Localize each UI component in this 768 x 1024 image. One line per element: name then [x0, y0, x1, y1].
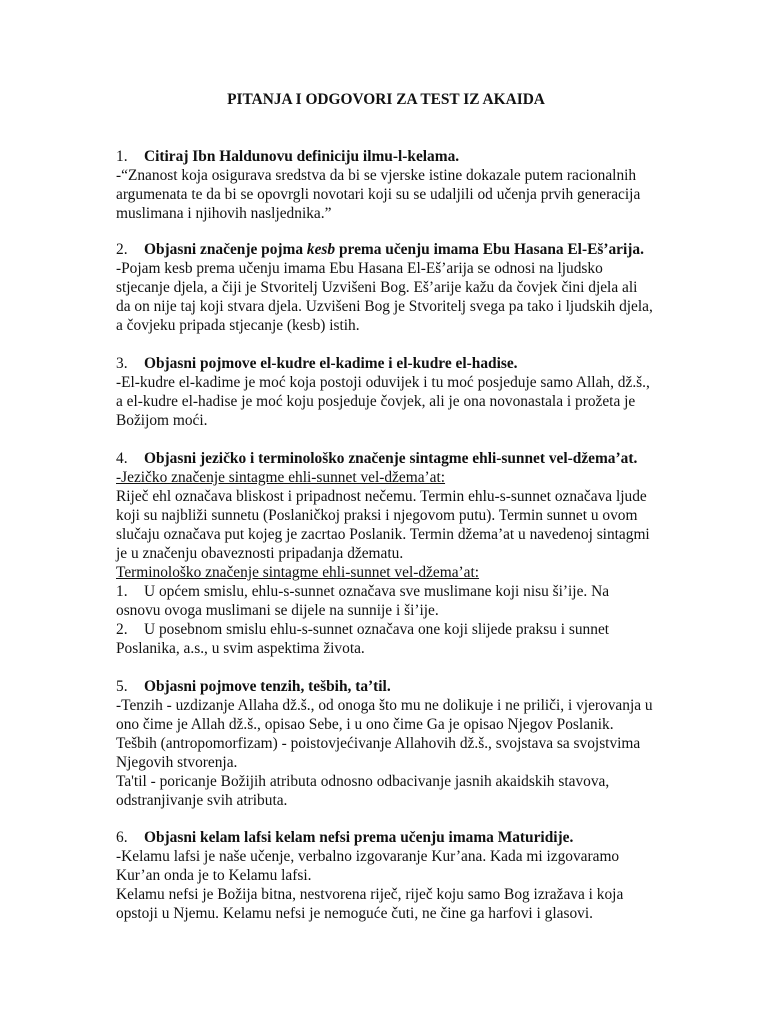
answer-line: koji su najbliži sunnetu (Poslaničkoj praksi i njegovom putu). Termin sunnet u ovom: [116, 507, 638, 524]
question-2: [116, 240, 656, 335]
answer-line: muslimana i njihovih nasljednika.”: [116, 205, 332, 222]
list-item: [116, 582, 656, 601]
question-4: [116, 449, 656, 658]
question-number: 3.: [116, 355, 128, 372]
answer-line: Riječ ehl označava bliskost i pripadnost nečemu. Termin ehlu-s-sunnet označava ljude: [116, 488, 647, 505]
list-item: [116, 620, 656, 639]
question-6: [116, 828, 656, 923]
question-text: Citiraj Ibn Haldunovu definiciju ilmu-l-kelama.: [144, 148, 460, 165]
answer-line: -Kelamu lafsi je naše učenje, verbalno izgovaranje Kur’ana. Kada mi izgovaramo: [116, 848, 620, 865]
answer-line: a čovjeku pripada stjecanje (kesb) istih.: [116, 317, 360, 334]
question-1: [116, 147, 656, 223]
question-number: 5.: [116, 678, 128, 695]
question-1-heading: [116, 147, 656, 166]
answer-line: -“Znanost koja osigurava sredstva da bi se vjerske istine dokazale putem racionalnih: [116, 167, 637, 184]
question-5: [116, 677, 656, 810]
answer-line: argumenata te da bi se opovrgli novotari koji su se udaljili od učenja prvih generacija: [116, 186, 641, 203]
subheading-linguistic: -Jezičko značenje sintagme ehli-sunnet vel-džema’at:: [116, 469, 446, 486]
answer-line: Kelamu nefsi je Božija bitna, nestvorena riječ, riječ koju samo Bog izražava i koja: [116, 886, 624, 903]
question-number: 6.: [116, 829, 128, 846]
answer-line: Poslanika, a.s., u svim aspektima života.: [116, 640, 365, 657]
question-number: 1.: [116, 148, 128, 165]
answer-line: odstranjivanje svih atributa.: [116, 792, 288, 809]
answer-line: -El-kudre el-kadime je moć koja postoji oduvijek i tu moć posjeduje samo Allah, dž.š.,: [116, 374, 650, 391]
question-4-heading: [116, 449, 656, 468]
question-number: 2.: [116, 241, 128, 258]
answer-line: -Pojam kesb prema učenju imama Ebu Hasana El-Eš’arija se odnosi na ljudsko: [116, 260, 603, 277]
answer-line: opstoji u Njemu. Kelamu nefsi je nemoguće čuti, ne čine ga harfovi i glasovi.: [116, 905, 593, 922]
answer-line: a el-kudre el-hadise je moć koju posjeduje čovjek, ali je ona novonastala i prožeta je: [116, 393, 636, 410]
answer-line: je u značenju obaveznosti pripadanja džematu.: [116, 545, 404, 562]
answer-line: slučaju označava put kojeg je zacrtao Poslanik. Termin džema’at u navedenoj sintagmi: [116, 526, 650, 543]
question-text-post: prema učenju imama Ebu Hasana El-Eš’arija.: [335, 241, 644, 258]
list-item-text: U posebnom smislu ehlu-s-sunnet označava one koji slijede praksu i sunnet: [144, 621, 610, 638]
answer-line: Božijom moći.: [116, 412, 208, 429]
subheading-terminological: Terminološko značenje sintagme ehli-sunnet vel-džema’at:: [116, 564, 480, 581]
document-title: PITANJA I ODGOVORI ZA TEST IZ AKAIDA: [227, 91, 545, 108]
question-text: Objasni jezičko i terminološko značenje sintagme ehli-sunnet vel-džema’at.: [144, 450, 638, 467]
question-text: Objasni pojmove el-kudre el-kadime i el-kudre el-hadise.: [144, 355, 518, 372]
answer-line: da on nije taj koji stvara djela. Uzvišeni Bog je Stvoritelj svega pa tako i ljudskih djela,: [116, 298, 653, 315]
question-text: Objasni kelam lafsi kelam nefsi prema učenju imama Maturidije.: [144, 829, 574, 846]
list-item-text: U općem smislu, ehlu-s-sunnet označava sve muslimane koji nisu ši’ije. Na: [144, 583, 610, 600]
answer-line: -Tenzih - uzdizanje Allaha dž.š., od onoga što mu ne dolikuje i ne priliči, i vjerovanja u: [116, 697, 653, 714]
answer-line: ono čime je Allah dž.š., opisao Sebe, i u ono čime Ga je opisao Njegov Poslanik.: [116, 716, 614, 733]
answer-line: stjecanje djela, a čiji je Stvoritelj Uzvišeni Bog. Eš’arije kažu da čovjek čini djela ali: [116, 279, 638, 296]
question-term: kesb: [306, 241, 336, 258]
answer-line: Ta'til - poricanje Božijih atributa odnosno odbacivanje jasnih akaidskih stavova,: [116, 773, 610, 790]
question-5-heading: [116, 677, 656, 696]
question-3: [116, 354, 656, 430]
list-item-number: 1.: [116, 583, 128, 600]
answer-line: Kur’an onda je to Kelamu lafsi.: [116, 867, 312, 884]
answer-line: osnovu ovoga muslimani se dijele na sunnije i ši’ije.: [116, 602, 439, 619]
answer-line: Njegovih stvorenja.: [116, 754, 238, 771]
question-2-heading: [116, 240, 656, 259]
question-6-heading: [116, 828, 656, 847]
question-3-heading: [116, 354, 656, 373]
list-item-number: 2.: [116, 621, 128, 638]
question-text: Objasni pojmove tenzih, tešbih, ta’til.: [144, 678, 391, 695]
answer-line: Tešbih (antropomorfizam) - poistovjećivanje Allahovih dž.š., svojstava sa svojstvima: [116, 735, 641, 752]
question-text-pre: Objasni značenje pojma: [144, 241, 307, 258]
question-number: 4.: [116, 450, 128, 467]
